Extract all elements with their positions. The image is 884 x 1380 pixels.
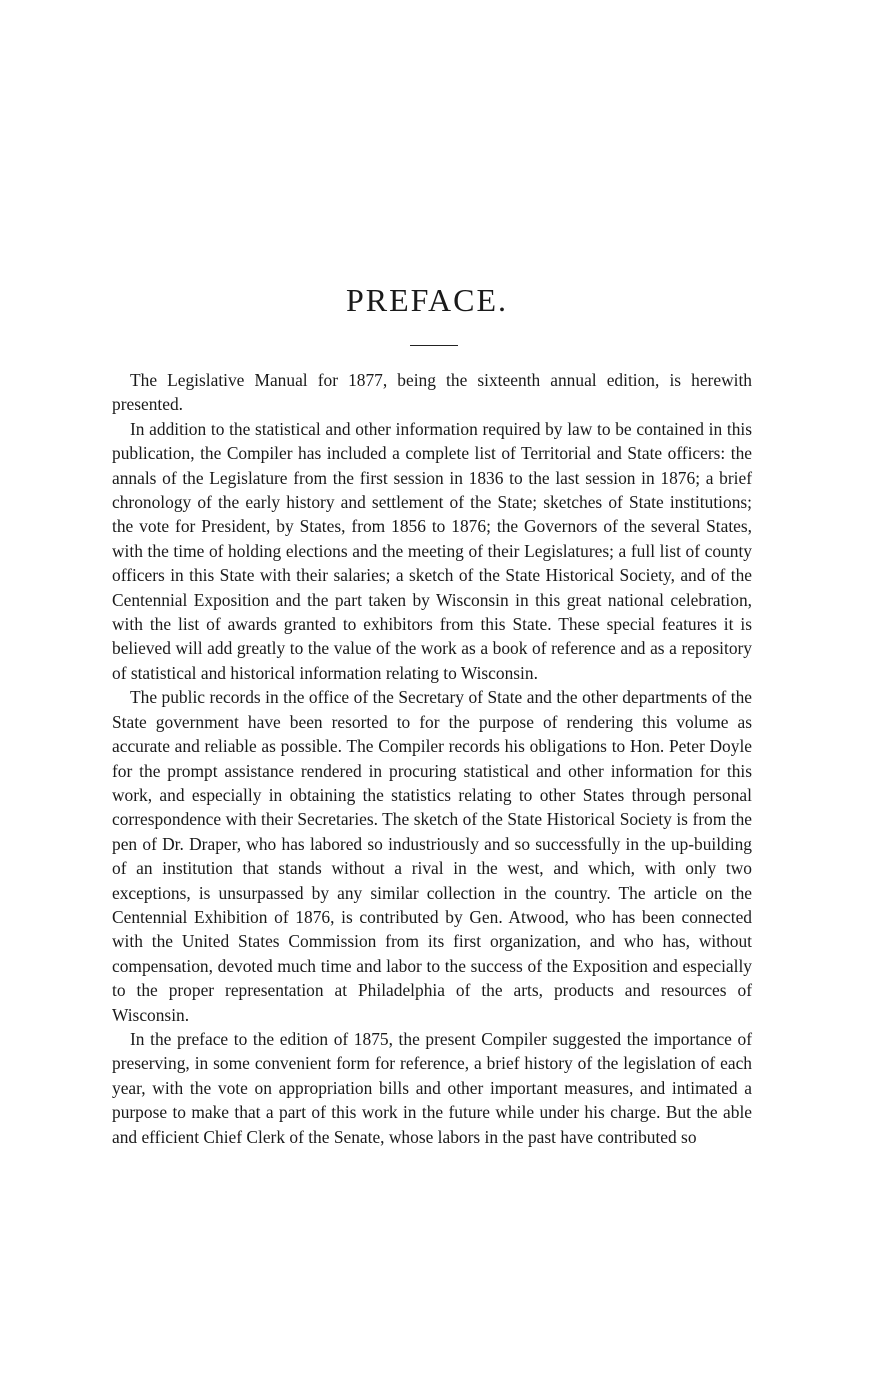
- preface-body: [112, 368, 752, 1149]
- paragraph-1: The Legislative Manual for 1877, being the sixteenth annual edition, is herewith presented.: [112, 370, 752, 415]
- paragraph-3: The public records in the office of the Secretary of State and the other departments of the State government have been resorted to for the purpose of rendering this volume as accurate and reliable as possible. The Compiler records his obligations to Hon. Peter Doyle for the prompt assistance rendered in procuring statistical and other information for this work, and especially in obtaining the statistics relating to other States through personal correspondence with their Secretaries. The sketch of the State Historical Society is from the pen of Dr. Draper, who has labored so industriously and so successfully in the up-building of an institution that stands without a rival in the west, and which, with only two exceptions, is unsurpassed by any similar collection in the country. The article on the Centennial Exhibition of 1876, is contributed by Gen. Atwood, who has been connected with the United States Commission from its first organization, and who has, without compensation, devoted much time and labor to the success of the Exposition and especially to the proper representation at Philadelphia of the arts, products and resources of Wisconsin.: [112, 687, 752, 1025]
- paragraph-4: In the preface to the edition of 1875, the present Compiler suggested the importance of preserving, in some convenient form for reference, a brief history of the legislation of each year, with the vote on appropriation bills and other important measures, and intimated a purpose to make that a part of this work in the future while under his charge. But the able and efficient Chief Clerk of the Senate, whose labors in the past have contributed so: [112, 1028, 752, 1147]
- page-title: PREFACE.: [345, 282, 509, 318]
- title-divider: [410, 345, 458, 346]
- paragraph-2: In addition to the statistical and other information required by law to be contained in this publication, the Compiler has included a complete list of Territorial and State officers: the annals of the Legislature from the first session in 1836 to the last session in 1876; a brief chronology of the early history and settlement of the State; sketches of State institutions; the vote for President, by States, from 1856 to 1876; the Governors of the several States, with the time of holding elections and the meeting of their Legislatures; a full list of county officers in this State with their salaries; a sketch of the State Historical Society, and of the Centennial Exposition and the part taken by Wisconsin in this great national celebration, with the list of awards granted to exhibitors from this State. These special features it is believed will add greatly to the value of the work as a book of reference and as a repository of statistical and historical information relating to Wisconsin.: [112, 418, 752, 683]
